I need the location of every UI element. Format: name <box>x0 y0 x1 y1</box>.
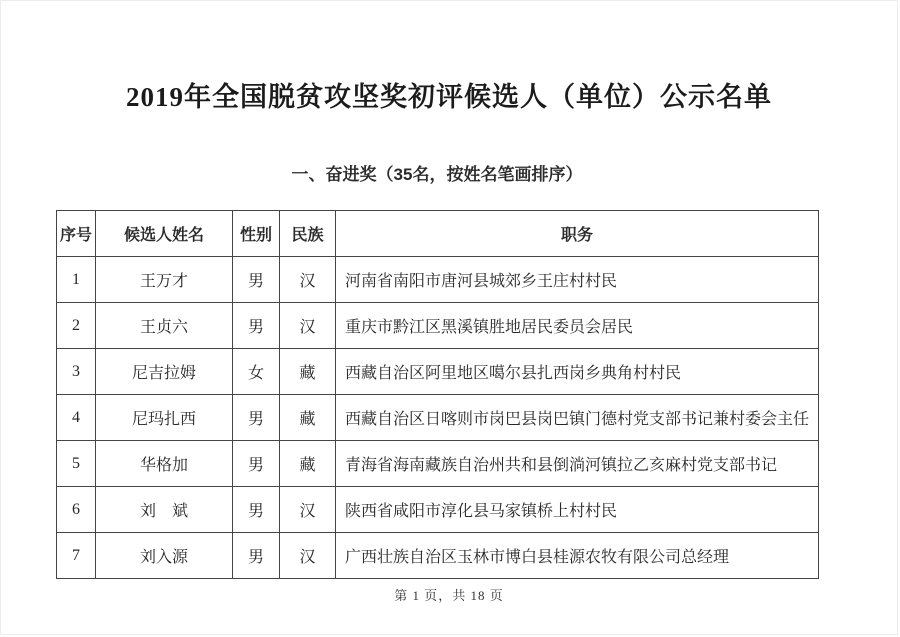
cell-gender: 男 <box>233 257 280 303</box>
cell-index: 3 <box>57 349 96 395</box>
cell-gender: 男 <box>233 487 280 533</box>
document-content <box>56 160 818 579</box>
table-row <box>57 395 819 441</box>
cell-position: 西藏自治区日喀则市岗巴县岗巴镇门德村党支部书记兼村委会主任 <box>336 395 819 441</box>
cell-gender: 男 <box>233 303 280 349</box>
cell-name: 王贞六 <box>96 303 233 349</box>
cell-index: 4 <box>57 395 96 441</box>
column-header-name: 候选人姓名 <box>96 211 233 257</box>
cell-name: 刘入源 <box>96 533 233 579</box>
section-heading: 一、奋进奖（35名，按姓名笔画排序） <box>291 165 583 184</box>
cell-position: 广西壮族自治区玉林市博白县桂源农牧有限公司总经理 <box>336 533 819 579</box>
table-row <box>57 257 819 303</box>
table-header-row <box>57 211 819 257</box>
table-body <box>57 257 819 579</box>
cell-ethnicity: 藏 <box>280 441 336 487</box>
cell-ethnicity: 藏 <box>280 395 336 441</box>
cell-ethnicity: 汉 <box>280 303 336 349</box>
cell-ethnicity: 汉 <box>280 257 336 303</box>
cell-gender: 男 <box>233 441 280 487</box>
table-row <box>57 349 819 395</box>
cell-index: 1 <box>57 257 96 303</box>
cell-name: 尼吉拉姆 <box>96 349 233 395</box>
column-header-index: 序号 <box>57 211 96 257</box>
cell-ethnicity: 汉 <box>280 533 336 579</box>
cell-index: 5 <box>57 441 96 487</box>
cell-position: 青海省海南藏族自治州共和县倒淌河镇拉乙亥麻村党支部书记 <box>336 441 819 487</box>
cell-index: 2 <box>57 303 96 349</box>
cell-gender: 男 <box>233 533 280 579</box>
cell-index: 6 <box>57 487 96 533</box>
candidate-table <box>56 210 819 579</box>
cell-position: 西藏自治区阿里地区噶尔县扎西岗乡典角村村民 <box>336 349 819 395</box>
cell-name: 华格加 <box>96 441 233 487</box>
column-header-gender: 性别 <box>233 211 280 257</box>
cell-gender: 男 <box>233 395 280 441</box>
page-title: 2019年全国脱贫攻坚奖初评候选人（单位）公示名单 <box>126 82 772 112</box>
cell-ethnicity: 汉 <box>280 487 336 533</box>
cell-name: 尼玛扎西 <box>96 395 233 441</box>
page-number: 第 1 页，共 18 页 <box>394 588 504 603</box>
cell-ethnicity: 藏 <box>280 349 336 395</box>
column-header-ethnicity: 民族 <box>280 211 336 257</box>
cell-position: 河南省南阳市唐河县城郊乡王庄村村民 <box>336 257 819 303</box>
cell-gender: 女 <box>233 349 280 395</box>
table-row <box>57 487 819 533</box>
cell-name: 王万才 <box>96 257 233 303</box>
table-row <box>57 441 819 487</box>
column-header-position: 职务 <box>336 211 819 257</box>
table-row <box>57 303 819 349</box>
table-row <box>57 533 819 579</box>
cell-position: 重庆市黔江区黑溪镇胜地居民委员会居民 <box>336 303 819 349</box>
cell-position: 陕西省咸阳市淳化县马家镇桥上村村民 <box>336 487 819 533</box>
cell-name: 刘 斌 <box>96 487 233 533</box>
cell-index: 7 <box>57 533 96 579</box>
